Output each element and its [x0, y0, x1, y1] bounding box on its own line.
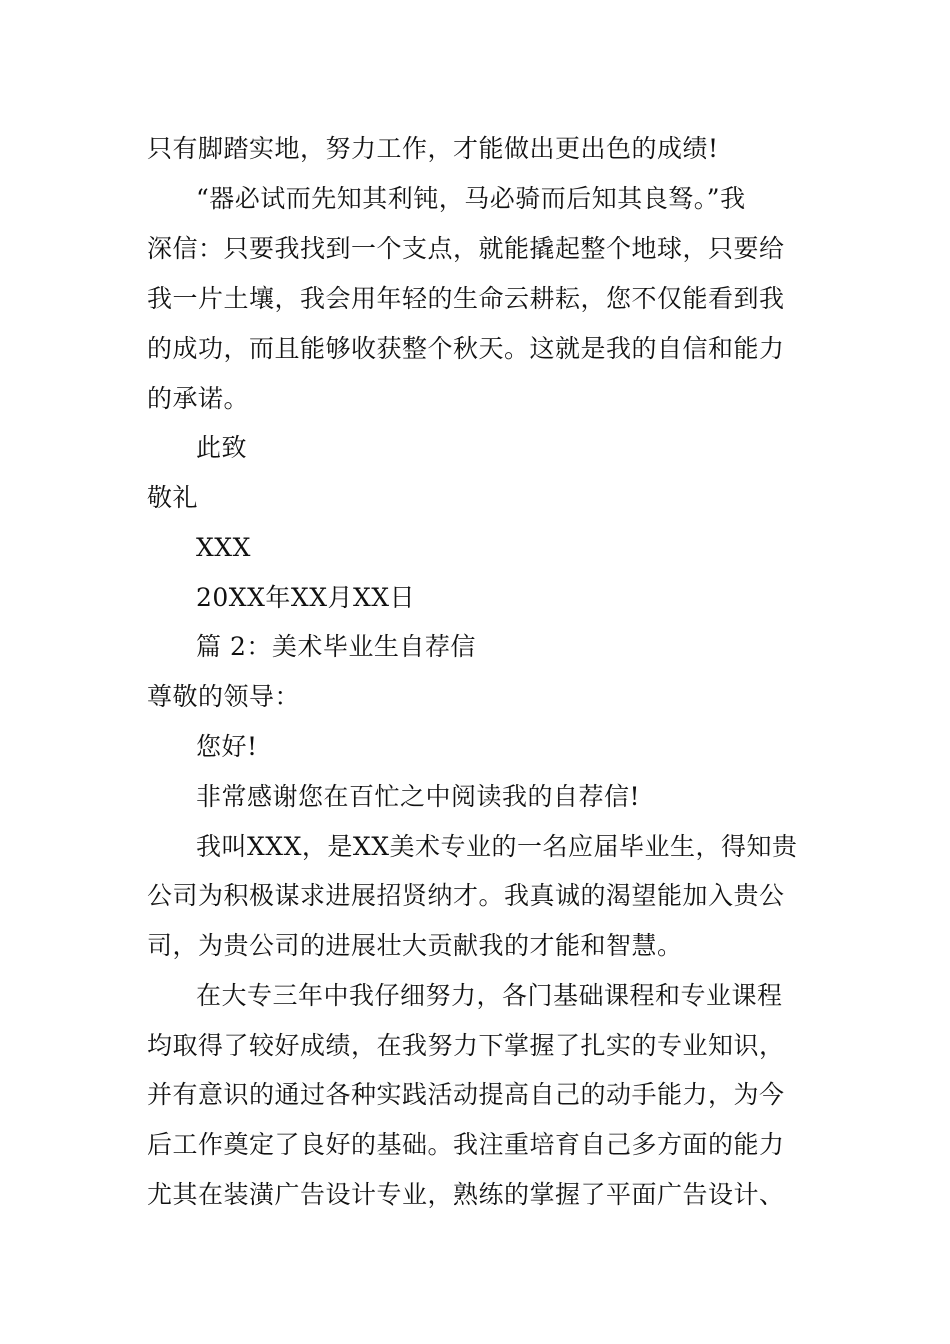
body-line: 司，为贵公司的进展壮大贡献我的才能和智慧。 — [147, 931, 683, 960]
body-line: 尤其在装潢广告设计专业，熟练的掌握了平面广告设计、 — [147, 1180, 785, 1209]
signature-date: 20XX年XX月XX日 — [196, 583, 416, 612]
body-line: 后工作奠定了良好的基础。我注重培育自己多方面的能力 — [147, 1130, 785, 1159]
greeting-hello: 您好! — [196, 732, 258, 761]
closing-regards: 敬礼 — [147, 483, 199, 512]
body-line: 均取得了较好成绩，在我努力下掌握了扎实的专业知识， — [147, 1031, 785, 1060]
body-line: 我一片土壤，我会用年轻的生命云耕耘，您不仅能看到我 — [147, 284, 785, 313]
letter-greeting: 尊敬的领导： — [147, 682, 301, 711]
body-line: 只有脚踏实地，努力工作，才能做出更出色的成绩! — [147, 134, 719, 163]
paragraph-line: 我叫XXX，是XX美术专业的一名应届毕业生，得知贵 — [196, 832, 798, 861]
paragraph-line: 在大专三年中我仔细努力，各门基础课程和专业课程 — [196, 981, 783, 1010]
closing-salutation: 此致 — [196, 433, 248, 462]
body-line: 并有意识的通过各种实践活动提高自己的动手能力，为今 — [147, 1080, 785, 1109]
section-heading: 篇 2：美术毕业生自荐信 — [196, 632, 476, 661]
body-line: 深信：只要我找到一个支点，就能撬起整个地球，只要给 — [147, 234, 785, 263]
signature-name: XXX — [196, 533, 251, 562]
paragraph-line: “器必试而先知其利钝，马必骑而后知其良驽。”我 — [196, 184, 746, 213]
paragraph-line: 非常感谢您在百忙之中阅读我的自荐信! — [196, 782, 641, 811]
body-line: 公司为积极谋求进展招贤纳才。我真诚的渴望能加入贵公 — [147, 881, 785, 910]
body-line: 的成功，而且能够收获整个秋天。这就是我的自信和能力 — [147, 334, 785, 363]
body-line: 的承诺。 — [147, 384, 250, 413]
